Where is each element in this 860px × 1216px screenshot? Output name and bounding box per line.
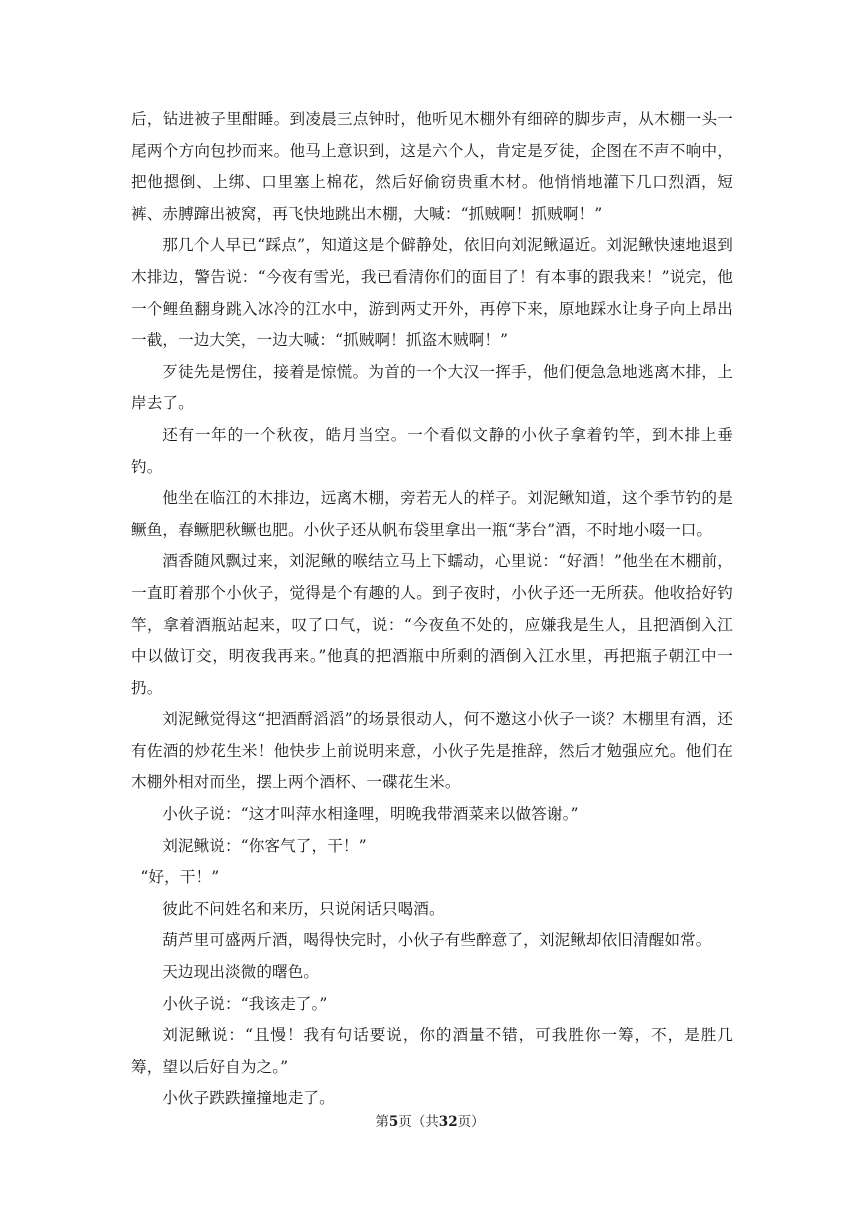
paragraph: 刘泥鳅觉得这“把酒酹滔滔”的场景很动人，何不邀这小伙子一谈？木棚里有酒，还有佐酒的炒花生米！他快步上前说明来意，小伙子先是推辞，然后才勉强应允。他们在木棚外相对而坐，摆上两个酒杯、一碟花生米。 (131, 710, 733, 792)
paragraph: 天边现出淡微的曙色。 (162, 963, 320, 982)
total-pages: 32 (438, 1114, 458, 1130)
paragraph: 彼此不问姓名和来历，只说闲话只喝酒。 (162, 899, 445, 918)
paragraph: 那几个人早已“踩点”，知道这是个僻静处，依旧向刘泥鳅逼近。刘泥鳅快速地退到木排边，警告说：“今夜有雪光，我已看清你们的面目了！有本事的跟我来！”说完，他一个鲤鱼翻身跳入冰冷的江水中，游到两丈开外，再停下来，原地踩水让身子向上昂出一截，一边大笑，一边大喊：“抓贼啊！抓盗木贼啊！” (131, 236, 733, 350)
body-text (131, 104, 733, 1115)
footer-suffix: 页） (457, 1114, 485, 1130)
paragraph: 小伙子说：“我该走了。” (162, 994, 328, 1013)
paragraph: 歹徒先是愣住，接着是惊慌。为首的一个大汉一挥手，他们便急急地逃离木排，上岸去了。 (131, 362, 733, 413)
page-number: 5 (388, 1114, 399, 1130)
paragraph: 葫芦里可盛两斤酒，喝得快完时，小伙子有些醉意了，刘泥鳅却依旧清醒如常。 (162, 931, 712, 950)
paragraph: 后，钻进被子里酣睡。到凌晨三点钟时，他听见木棚外有细碎的脚步声，从木棚一头一尾两个方向包抄而来。他马上意识到，这是六个人，肯定是歹徒，企图在不声不响中，把他摁倒、上绑、口里塞上棉花，然后好偷窃贵重木材。他悄悄地灌下几口烈酒，短裤、赤膊蹿出被窝，再飞快地跳出木棚，大喊：“抓贼啊！抓贼啊！” (131, 110, 733, 223)
paragraph: 小伙子跌跌撞撞地走了。 (162, 1089, 335, 1108)
footer-mid: 页（共 (398, 1114, 439, 1130)
paragraph: 小伙子说：“这才叫萍水相逢哩，明晚我带酒菜来以做答谢。” (162, 805, 579, 824)
paragraph: 还有一年的一个秋夜，皓月当空。一个看似文静的小伙子拿着钓竿，到木排上垂钓。 (131, 425, 733, 476)
paragraph: 刘泥鳅说：“你客气了，干！” (162, 836, 367, 855)
paragraph: 酒香随风飘过来，刘泥鳅的喉结立马上下蠕动，心里说：“好酒！”他坐在木棚前，一直盯着那个小伙子，觉得是个有趣的人。到子夜时，小伙子还一无所获。他收拾好钓竿，拿着酒瓶站起来，叹了口气，说：“今夜鱼不处的，应嫌我是生人，且把酒倒入江中以做订交，明夜我再来。”他真的把酒瓶中所剩的酒倒入江水里，再把瓶子朝江中一扔。 (131, 552, 733, 697)
paragraph: 他坐在临江的木排边，远离木棚，旁若无人的样子。刘泥鳅知道，这个季节钓的是鳜鱼，春鳜肥秋鳜也肥。小伙子还从帆布袋里拿出一瓶“茅台”酒，不时地小啜一口。 (131, 489, 733, 539)
paragraph: “好，干！” (140, 868, 220, 887)
paragraph: 刘泥鳅说：“且慢！我有句话要说，你的酒量不错，可我胜你一筹，不，是胜几筹，望以后好自为之。” (131, 1026, 733, 1076)
footer-prefix: 第 (375, 1114, 389, 1130)
page-footer (0, 1110, 860, 1130)
